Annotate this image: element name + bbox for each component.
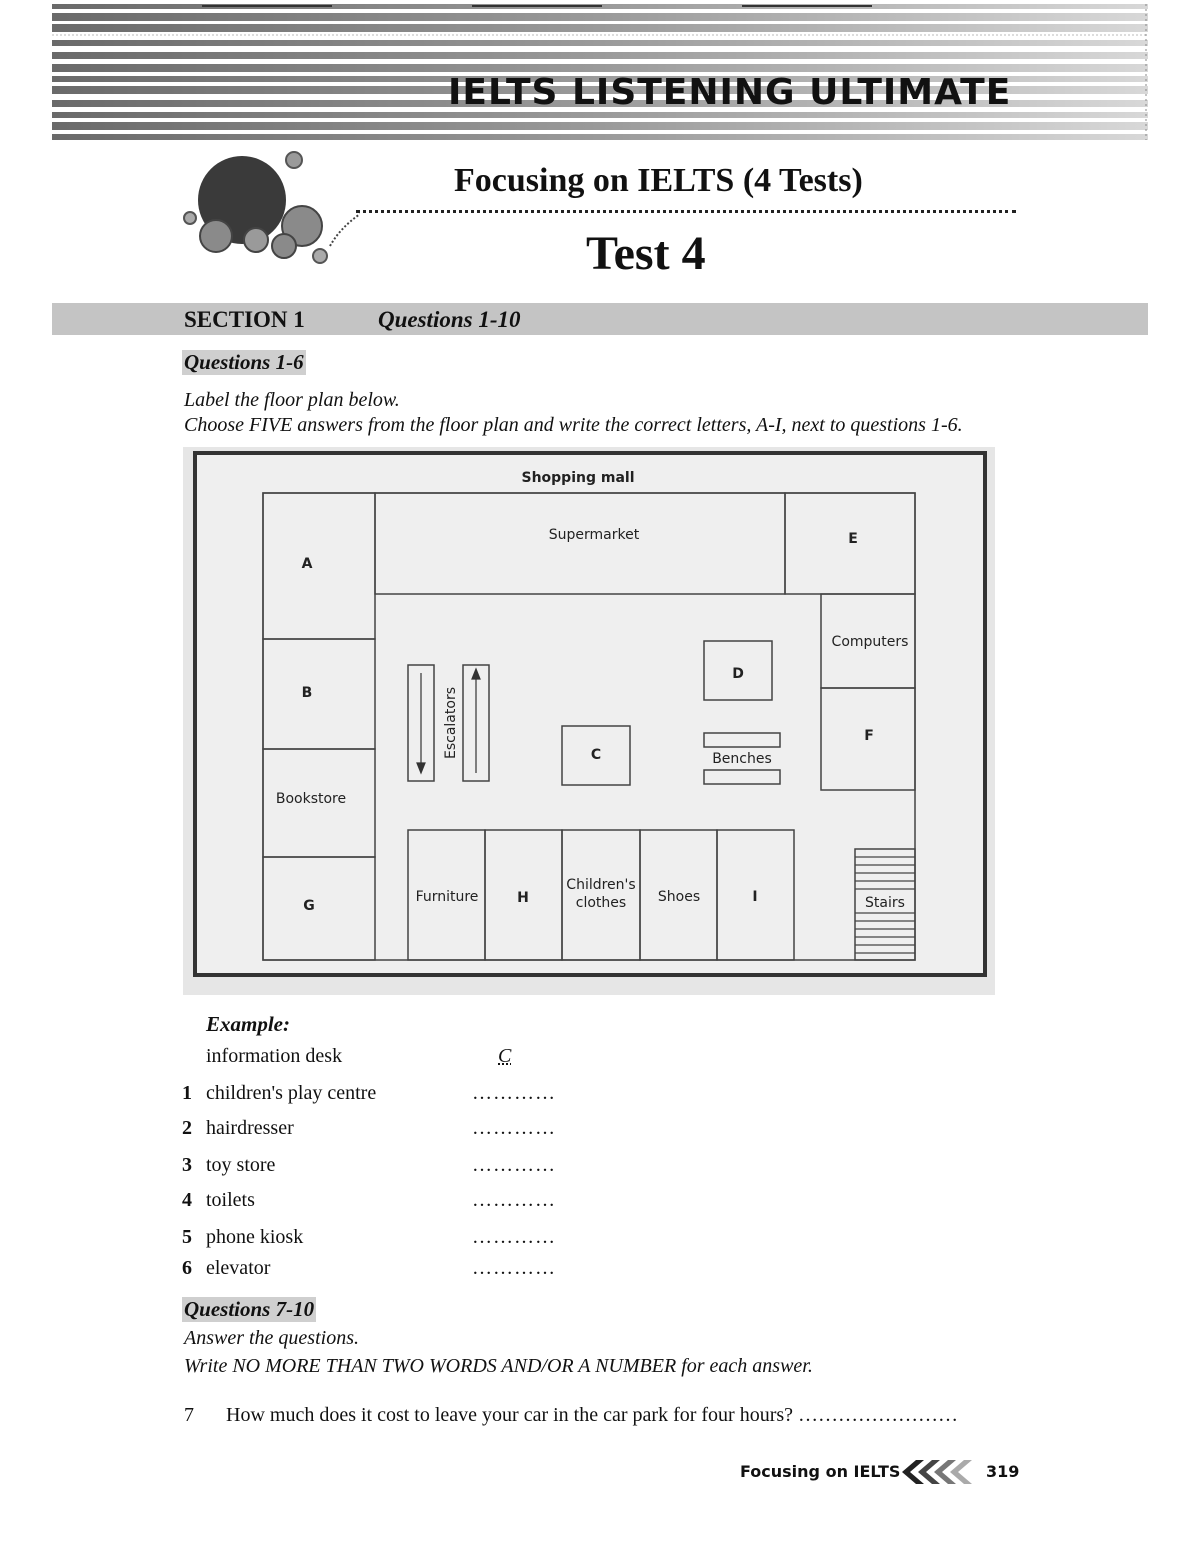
question-text: toy store — [206, 1154, 276, 1176]
title-divider — [356, 210, 1016, 213]
book-title: Focusing on IELTS (4 Tests) — [454, 162, 863, 199]
question-number: 5 — [182, 1226, 192, 1248]
logo-circles — [180, 148, 360, 268]
label-c: C — [590, 747, 602, 763]
question-text: phone kiosk — [206, 1226, 304, 1248]
question-row-1 — [182, 1082, 782, 1108]
question-number: 6 — [182, 1257, 192, 1279]
label-h: H — [517, 890, 529, 906]
label-g: G — [303, 898, 315, 914]
label-b: B — [301, 685, 313, 701]
test-title: Test 4 — [586, 227, 706, 280]
questions-1-6-heading: Questions 1-6 — [184, 350, 304, 374]
label-childrens-clothes-line1: Children's — [566, 877, 636, 893]
question-number: 4 — [182, 1189, 192, 1211]
instruction-answer: Answer the questions. — [184, 1327, 359, 1349]
answer-blank[interactable]: ………… — [472, 1189, 556, 1211]
floor-plan-title: Shopping mall — [521, 470, 635, 486]
question-7-number: 7 — [184, 1404, 194, 1426]
example-label: Example: — [206, 1012, 290, 1036]
footer-book-title: Focusing on IELTS — [740, 1462, 901, 1481]
question-row-4 — [182, 1189, 782, 1215]
label-supermarket: Supermarket — [548, 527, 640, 543]
answer-blank[interactable]: ………… — [472, 1226, 556, 1248]
answer-blank[interactable]: ………… — [472, 1117, 556, 1139]
label-childrens-clothes-line2: clothes — [575, 895, 627, 911]
label-benches: Benches — [712, 751, 772, 767]
question-row-2 — [182, 1117, 782, 1143]
question-row-3 — [182, 1154, 782, 1180]
section-questions-range: Questions 1-10 — [378, 307, 521, 332]
question-number: 3 — [182, 1154, 192, 1176]
instruction-word-limit: Write NO MORE THAN TWO WORDS AND/OR A NUMBER for each answer. — [184, 1355, 813, 1377]
page-number: 319 — [986, 1462, 1020, 1481]
floor-plan — [183, 447, 995, 995]
label-f: F — [864, 728, 874, 744]
instruction-choose-five: Choose FIVE answers from the floor plan and write the correct letters, A-I, next to questions 1-6. — [184, 414, 963, 436]
section-label: SECTION 1 — [184, 307, 305, 332]
question-text: hairdresser — [206, 1117, 294, 1139]
label-i: I — [752, 889, 758, 905]
example-item: information desk — [206, 1045, 343, 1067]
question-number: 1 — [182, 1082, 192, 1104]
label-e: E — [848, 531, 858, 547]
label-computers: Computers — [831, 634, 909, 650]
label-shoes: Shoes — [657, 889, 701, 905]
series-title: IELTS LISTENING ULTIMATE — [448, 72, 1012, 113]
label-d: D — [732, 666, 744, 682]
label-furniture: Furniture — [415, 889, 479, 905]
questions-7-10-heading: Questions 7-10 — [184, 1297, 315, 1321]
answer-blank[interactable]: ………… — [472, 1154, 556, 1176]
question-text: toilets — [206, 1189, 255, 1211]
label-stairs: Stairs — [865, 895, 905, 911]
answer-blank[interactable]: ………… — [472, 1082, 556, 1104]
label-escalators: Escalators — [443, 687, 459, 759]
question-7-text: How much does it cost to leave your car in the car park for four hours? …………………… — [226, 1404, 959, 1426]
label-bookstore: Bookstore — [275, 791, 347, 807]
example-answer: C — [498, 1045, 512, 1067]
question-row-5 — [182, 1226, 782, 1252]
chevrons-left-icon — [898, 1458, 982, 1486]
question-row-6 — [182, 1257, 782, 1283]
question-text: children's play centre — [206, 1082, 377, 1104]
question-text: elevator — [206, 1257, 271, 1279]
question-number: 2 — [182, 1117, 192, 1139]
label-a: A — [301, 556, 313, 572]
instruction-label-plan: Label the floor plan below. — [184, 389, 400, 411]
answer-blank[interactable]: ………… — [472, 1257, 556, 1279]
